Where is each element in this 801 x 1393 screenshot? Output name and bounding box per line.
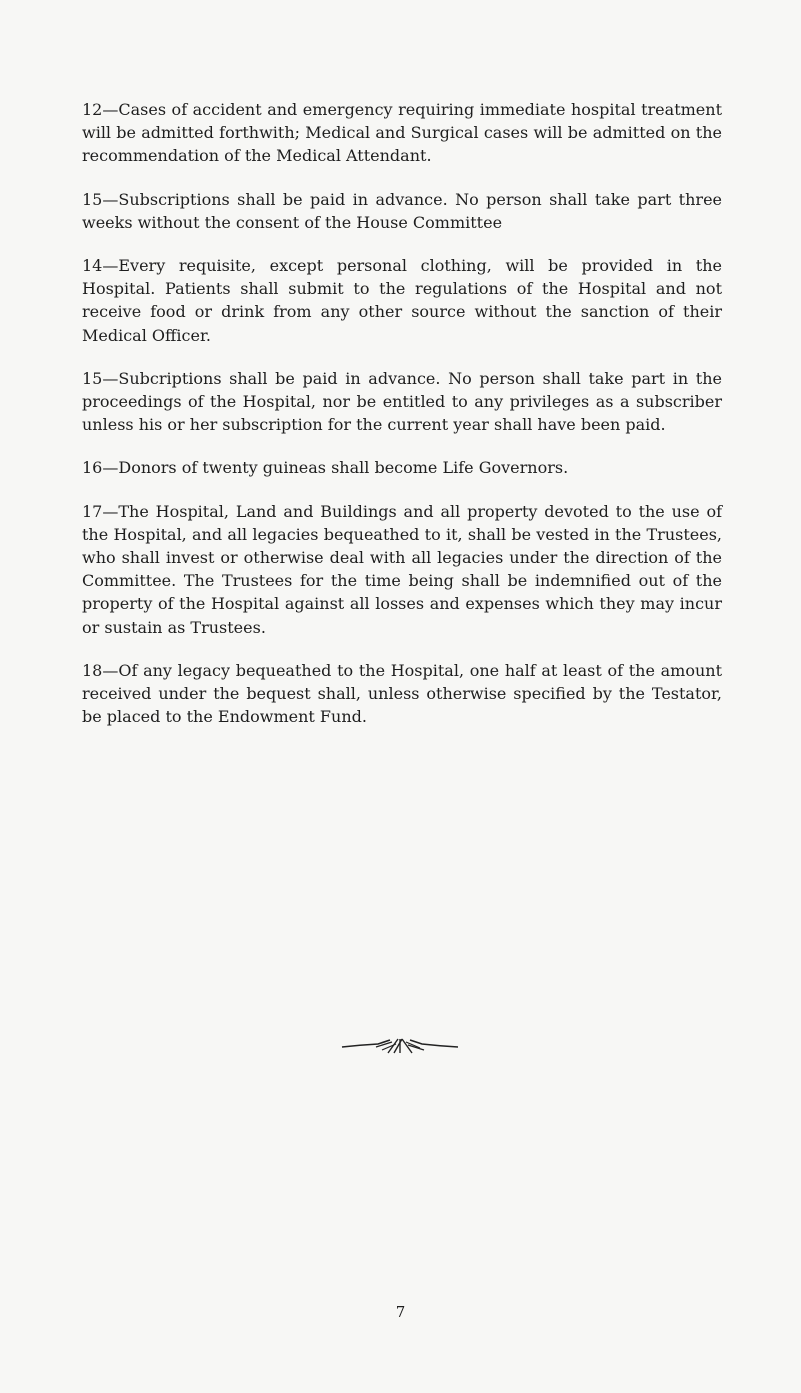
rule-paragraph-12: 12—Cases of accident and emergency requiring immediate hospital treatment will be admitted forthwith; Medical and Surgical cases will be admitted on the recommendation of the Medical Attendant. (82, 100, 722, 166)
rules-text-block (82, 98, 722, 748)
page-number: 7 (395, 1303, 406, 1321)
rule-paragraph-18: 18—Of any legacy bequeathed to the Hospital, one half at least of the amount received under the bequest shall, unless otherwise specified by the Testator, be placed to the Endowment Fund. (82, 660, 722, 727)
rule-paragraph-16: 16—Donors of twenty guineas shall become Life Governors. (82, 458, 569, 478)
rule-paragraph-15b: 15—Subcriptions shall be paid in advance. No person shall take part in the proceedings of the Hospital, nor be entitled to any privileges as a subscriber unless his or her subscription for the current year shall have been paid. (82, 368, 722, 435)
rule-paragraph-17: 17—The Hospital, Land and Buildings and all property devoted to the use of the Hospital, and all legacies bequeathed to it, shall be vested in the Trustees, who shall invest or otherwise deal with all legacies under the direction of the Committee. The Trustees for the time being shall be indemnified out of the property of the Hospital against all losses and expenses which they may incur or sustain as Trustees. (82, 501, 722, 637)
decorative-rule-ornament (340, 1036, 460, 1056)
rule-paragraph-15a: 15—Subscriptions shall be paid in advance. No person shall take part three weeks without the consent of the House Committee (82, 189, 722, 232)
rule-paragraph-14: 14—Every requisite, except personal clothing, will be provided in the Hospital. Patients shall submit to the regulations of the Hospital and not receive food or drink from any other source without the sanction of their Medical Officer. (82, 256, 722, 345)
